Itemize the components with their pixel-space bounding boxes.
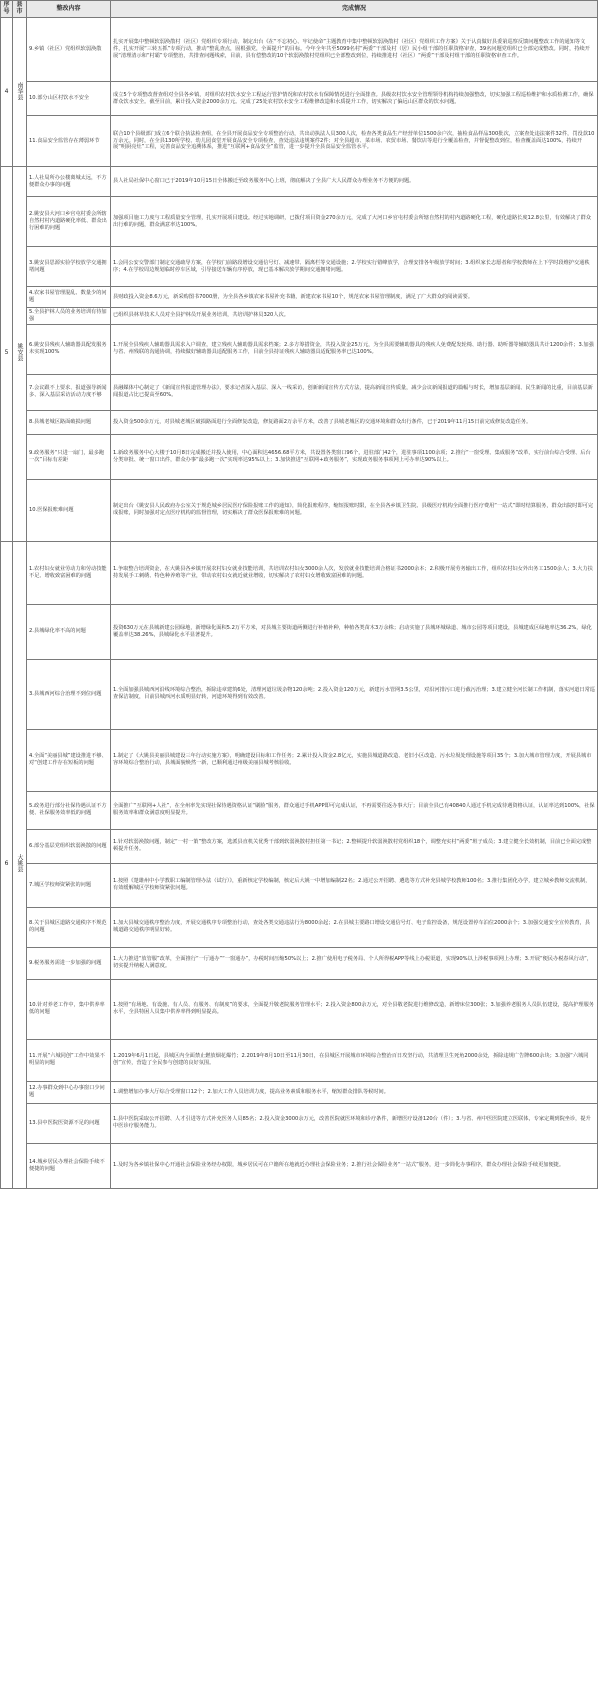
group-number: 6	[1, 541, 13, 1188]
table-row	[1, 979, 598, 1039]
table-row	[1, 907, 598, 947]
status-cell: 1.县中医院采取公开招聘、人才引进等方式补充医务人员85名；2.投入资金3000余万元，改善医院就医环境和诊疗条件，新增医疗设备120台（件）；3.与省、州中医医院建立医联体，专家定期到院坐诊，提升中医诊疗服务能力。	[111, 1103, 598, 1143]
table-row	[1, 947, 598, 979]
status-cell: 1.开展全县残疾人辅助器具需求入户调查，建立残疾人辅助器具需求档案；2.多方筹措资金，共投入资金25万元，为全县需要辅助器具的残疾人免费配发轮椅、助行器、助听器等辅助器具共计1200余件；3.加强与省、州残联的沟通协调，持续做好辅助器具适配服务工作，目前全县持证残疾人辅助器具适配服务率已达100%。	[111, 324, 598, 374]
status-cell: 1.大力推进“放管服”改革，全面推行“一厅通办”“一窗通办”，办税时间压缩50%以上；2.推广使用电子税务局、个人所得税APP等线上办税渠道，实现90%以上涉税事项网上办理；3.开展“便民办税春风行动”，切实提升纳税人满意度。	[111, 947, 598, 979]
table-row	[1, 116, 598, 167]
table-row	[1, 659, 598, 729]
table-row	[1, 247, 598, 287]
status-cell: 制定出台《姚安县人民政府办公室关于规范城乡居民医疗保险报账工作的通知》，简化报账程序，缩短报账时限，在全县各乡镇卫生院、县级医疗机构全面推行医疗费用“一站式”即时结算服务，群众出院时即可完成报账，同时加强对定点医疗机构的监督管理，切实解决了群众医保报账难的问题。	[111, 479, 598, 541]
status-cell: 已组织县林草技术人员对全县护林员开展业务培训，共培训护林员320人次。	[111, 308, 598, 325]
status-cell: 联合10个县级部门成立6个联合执法检查组，在全县开展食品安全专项整治行动，共出动执法人员300人次，检查各类食品生产经营单位1500余户次，抽检食品样品300批次，立案查处违法案件32件，罚没款10万余元。同时，在全县130所学校、幼儿园食堂开展食品安全专项检查，查处违法违规案件2件；对全县超市、菜市场、农贸市场、餐饮店等进行全覆盖检查，并督促整改到位，检查覆盖面达100%，持续开展“明厨亮灶”工程，完善食品安全追溯体系，推进“互联网+食品安全”监管，进一步提升全县食品安全监管水平。	[111, 116, 598, 167]
table-row	[1, 1103, 598, 1143]
table-row	[1, 791, 598, 829]
table-row	[1, 829, 598, 863]
table-row	[1, 197, 598, 247]
issue-cell: 1.农村妇女就业劳动力和劳动技能不足、增收致富困难的问题	[27, 541, 111, 604]
table-row	[1, 287, 598, 308]
status-cell: 投资630万元在县城新建公园绿地，新增绿化面积5.2万平方米，对县城主要街道两侧进行补植补种，种植各类苗木3万余株；启动实施了县城环城绿道、城市公园等项目建设，县城建成区绿地率达36.2%，绿化覆盖率达38.26%，县城绿化水平显著提升。	[111, 604, 598, 659]
issue-cell: 11.食品安全监管存在薄弱环节	[27, 116, 111, 167]
group-number: 4	[1, 18, 13, 167]
table-row	[1, 1143, 598, 1188]
table-row	[1, 541, 598, 604]
header-county: 县市	[13, 1, 27, 18]
status-cell: 1.2019年6月1日起，县城区内全面禁止燃放烟花爆竹；2.2019年8月10日至11月30日，在县城区开展城市环境综合整治百日攻坚行动，共清理卫生死角2000余处，拆除违规广告牌600余块；3.加强“六城同创”宣传，营造了全民参与创建的良好氛围。	[111, 1039, 598, 1081]
table-row	[1, 308, 598, 325]
header-status: 完成情况	[111, 1, 598, 18]
status-cell: 1.针对软弱涣散问题，制定“一村一策”整改方案，选派县直机关优秀干部到软弱涣散村担任第一书记；2.整顿提升软弱涣散村党组织18个，调整充实村“两委”班子成员；3.建立健全长效机制，目前已全面完成整顿提升任务。	[111, 829, 598, 863]
status-cell: 1.及时为各乡镇社保中心开通社会保险业务经办权限，城乡居民可在户籍所在地就近办理社会保险业务；2.推行社会保险业务“一站式”服务，进一步简化办事程序，群众办理社会保险手续更加便捷。	[111, 1143, 598, 1188]
header-issue: 整改内容	[27, 1, 111, 18]
table-row	[1, 167, 598, 197]
status-cell: 1.加大县城交通秩序整治力度，开展交通秩序专项整治行动，查处各类交通违法行为8000余起；2.在县城主要路口增设交通信号灯、电子监控设备，规范设置停车泊位2000余个；3.加强交通安全宣传教育，县城道路交通秩序明显好转。	[111, 907, 598, 947]
county-cell	[13, 167, 27, 542]
status-cell: 1.争取整合培训资金，在大姚县各乡镇开展农村妇女就业技能培训，共培训农村妇女3000余人次，发放就业技能培训合格证书2000余本；2.积极开展劳务输出工作，组织农村妇女外出务工1500余人；3.大力扶持发展手工刺绣、特色种养殖等产业，带动农村妇女就近就业增收，切实解决了农村妇女增收致富困难的问题。	[111, 541, 598, 604]
status-cell: 1.全面加强县城西河沿线环境综合整治，拆除违章建筑6处，清理河道垃圾杂物120余吨；2.投入资金120万元，新建污水管网3.5公里，对沿河排污口进行截污治理；3.建立健全河长制工作机制，落实河道日常巡查保洁制度，目前县城西河水质明显好转，河道环境得到有效改善。	[111, 659, 598, 729]
table-row	[1, 1039, 598, 1081]
table-row	[1, 410, 598, 434]
table-row	[1, 324, 598, 374]
status-cell: 1.新政务服务中心大楼于10月8日完成搬迁并投入使用，中心面积达4656.68平方米，共设置各类窗口96个，进驻部门42个，进驻事项1100余项；2.推行“一窗受理、集成服务”改革，实行前台综合受理、后台分类审批、统一窗口出件，群众办事“最多跑一次”实现率达95%以上；3.加快推进“互联网+政务服务”，实现政务服务事项网上可办率达90%以上。	[111, 434, 598, 479]
issue-cell: 8.关于县城区道路交通秩序不规范的问题	[27, 907, 111, 947]
table-row	[1, 18, 598, 82]
issue-cell: 8.县城老城区路面破损问题	[27, 410, 111, 434]
issue-cell: 7.城区学校师资紧张的问题	[27, 863, 111, 907]
status-cell: 扎实开展集中整顿软弱涣散村（社区）党组织专项行动，制定出台《在“不忘初心、牢记使命”主题教育中集中整顿软弱涣散村（社区）党组织工作方案》关于认真做好县委第巡察反馈问题整改工作的通知等文件，扎实开展“三转五抓”专项行动，推动“整乱查点，固根强党，全面提升”的目标。今年全年共至5099名村“两委”干部及村（居）民小组干部的任职资格审查，39名问题党组织已全部完成整改。同时，持续开展“清理清示和“村霸”专项整治，共排查问题线索，目前，县有偿整改的10个软弱涣散村党组织已全部整改到位，持续推进村（社区）“两委”干部及村组干部的任职资格审查工作。	[111, 18, 598, 82]
table-body	[1, 18, 598, 1189]
issue-cell: 6.部分基层党组织软弱涣散的问题	[27, 829, 111, 863]
issue-cell: 9.乡镇（社区）党组织软弱涣散	[27, 18, 111, 82]
status-cell: 投入资金500余万元，对县城老城区破损路面进行全面修复改造，修复路面2万余平方米，改善了县城老城区的交通环境和群众出行条件，已于2019年11月15日前完成修复改造任务。	[111, 410, 598, 434]
issue-cell: 2.县城绿化率不高的问题	[27, 604, 111, 659]
county-name: 南华县	[16, 81, 23, 100]
table-row	[1, 729, 598, 791]
issue-cell: 5.全县护林人员的业务培训有待加强	[27, 308, 111, 325]
issue-cell: 3.姚安县思源实验学校放学交通拥堵问题	[27, 247, 111, 287]
issue-cell: 10.医保报账难问题	[27, 479, 111, 541]
issue-cell: 5.政务进行部分社保待遇认证不方便、社保服务效率低的问题	[27, 791, 111, 829]
table-row	[1, 479, 598, 541]
table-header-row	[1, 1, 598, 18]
table-row	[1, 434, 598, 479]
table-row	[1, 604, 598, 659]
table-row	[1, 1081, 598, 1103]
status-cell: 加强项目施工力度与工程质量安全管理，扎实开展项目建设。经过实地调研，已拨付项目资金270余万元，完成了大河口乡官屯村委会所辖自然村的村内道路硬化工程，硬化道路长度12.8公里，有效解决了群众出行难的问题，群众满意率达100%。	[111, 197, 598, 247]
issue-cell: 13.县中医院医资源不足的问题	[27, 1103, 111, 1143]
issue-cell: 14.城乡居民办理社会保险手续不便捷的问题	[27, 1143, 111, 1188]
status-cell: 1.会同公安交警部门制定交通疏导方案，在学校门前路段增设交通信号灯、减速带、隔离栏等交通设施；2.学校实行错峰放学，合理安排各年级放学时间；3.组织家长志愿者和学校教师在上下学时段维护交通秩序；4.在学校周边规划临时停车区域，引导接送车辆有序停放，现已基本解决放学期间交通拥堵问题。	[111, 247, 598, 287]
county-name: 大姚县	[16, 854, 23, 873]
issue-cell: 4.全面“美丽县城”建设推进不够、对“创建工作存在短板的问题	[27, 729, 111, 791]
table-row	[1, 374, 598, 410]
status-cell: 县融媒体中心制定了《新闻宣传报道管理办法》，要求记者深入基层、深入一线采访，创新新闻宣传方式方法，提高新闻宣传质量，减少会议新闻报道的篇幅与时长，增加基层新闻、民生新闻的比重，目前基层新闻报道占比已提高至60%。	[111, 374, 598, 410]
county-cell	[13, 18, 27, 167]
issue-cell: 11.开展“六城同创”工作中效果不明显的问题	[27, 1039, 111, 1081]
issue-cell: 12.办事群众到中心办事窗口少问题	[27, 1081, 111, 1103]
county-cell	[13, 541, 27, 1188]
county-name: 姚安县	[16, 343, 23, 362]
issue-cell: 1.人社局所办公楼离城太远，不方便群众办事的问题	[27, 167, 111, 197]
issue-cell: 4.农家书屋管理混乱、数量少的问题	[27, 287, 111, 308]
status-cell: 1.调整增加办事大厅综合受理窗口12个；2.加大工作人员培训力度，提高业务素质和服务水平，缩短群众排队等候时间。	[111, 1081, 598, 1103]
issue-cell: 9.税务服务需进一步加强的问题	[27, 947, 111, 979]
status-cell: 1.制定了《大姚县美丽县城建设三年行动实施方案》，明确建设目标和工作任务；2.累计投入资金2.8亿元，实施县城道路改造、老旧小区改造、污水垃圾处理设施等项目35个；3.加大城市管理力度，开展县城市容环境综合整治行动，县城面貌焕然一新，已顺利通过州级美丽县城考核验收。	[111, 729, 598, 791]
header-no: 序号	[1, 1, 13, 18]
status-cell: 县人社局社保中心窗口已于2019年10月15日全体搬迁至政务服务中心上班，彻底解决了全县广大人民群众办理业务不方便的问题。	[111, 167, 598, 197]
status-cell: 1.按照“有场地、有设施、有人员、有服务、有制度”的要求，全面提升敬老院服务管理水平；2.投入资金800余万元，对全县敬老院进行维修改造，新增床位300张；3.加强养老服务人员队伍建设，提高护理服务水平，全县特困人员集中供养率得到明显提高。	[111, 979, 598, 1039]
issue-cell: 7.会议跟不上要求、报道强导新闻多、深入基层采访活动力度不够	[27, 374, 111, 410]
status-cell: 县财政投入资金8.6万元，新采购图书7000册，为全县各乡镇农家书屋补充书籍，新建农家书屋10个，规范农家书屋管理制度，满足了广大群众的阅读需要。	[111, 287, 598, 308]
status-cell: 成立5个专项整改督查组对全县各乡镇，对组织农村饮水安全工程运行管护情况和农村饮水有保障情况进行全面排查。县级农村饮水安全管理领导机构持续加强整改，切实加强工程巡检维护和水质检测工作，确保群众饮水安全。截至目前，累计投入资金2000余万元。完成了25处农村饮水安全工程维修改造和水质提升工作，切实解决了偏远山区群众的饮水问题。	[111, 82, 598, 116]
status-cell: 全面推广“互联网+人社”，在全州率先实现社保待遇资格认证“刷脸”服务，群众通过手机APP即可完成认证，不再需要往返办事大厅；目前全县已有40840人通过手机完成待遇资格认证，认证率达到100%，社保服务效率和群众满意度明显提升。	[111, 791, 598, 829]
table-row	[1, 863, 598, 907]
issue-cell: 3.县城西河综合治理不到位问题	[27, 659, 111, 729]
issue-cell: 10.部分山区村饮水不安全	[27, 82, 111, 116]
table-row	[1, 82, 598, 116]
issue-cell: 10.针对养老工作中，集中供养率低的问题	[27, 979, 111, 1039]
issue-cell: 6.姚安县残疾人辅助器具配发服务未实现100%	[27, 324, 111, 374]
issue-cell: 9.政务服务“只进一扇门，最多跑一次”目标有差距	[27, 434, 111, 479]
issue-cell: 2.姚安县大河口乡官屯村委会所辖自然村村内道路硬化率低、群众出行困难的问题	[27, 197, 111, 247]
status-cell: 1.按照《楚雄州中小学教职工编制管理办法（试行）》，重新核定学校编制，核定后大姚一中增加编制22名；2.通过公开招聘、遴选等方式补充县城学校教师100名；3.推行集团化办学，建立城乡教师交流机制，有效缓解城区学校师资紧张问题。	[111, 863, 598, 907]
group-number: 5	[1, 167, 13, 542]
